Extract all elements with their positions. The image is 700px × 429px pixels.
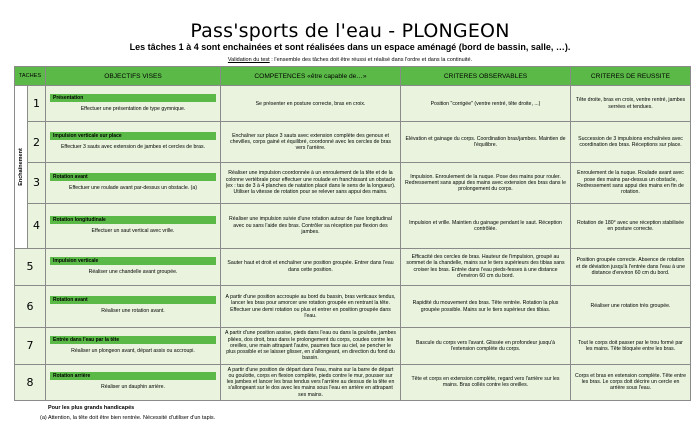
table-row [15,204,691,248]
criteres-observables-cell: Position "corrigée" (ventre rentré, tête droite, ...) [401,86,571,122]
criteres-reussite-cell: Rotation de 180° avec une réception stabilisée en posture correcte. [571,204,691,248]
table-row [15,364,691,400]
objective-title: Rotation longitudinale [50,216,216,224]
criteres-observables-cell: Rapidité du mouvement des bras. Tête rentrée. Rotation la plus groupée possible. Mains sur le tiers supérieur des tibias. [401,285,571,327]
task-number: 7 [15,328,46,364]
criteria-table [14,66,691,401]
competences-cell: Se présenter en posture correcte, bras en croix. [221,86,401,122]
objective-text: Réaliser une rotation avant. [101,308,165,315]
header-objectifs: OBJECTIFS VISES [46,67,221,86]
objective-text: Réaliser une chandelle avant groupée. [88,268,178,275]
enchainement-text: Enchaînement [18,147,24,186]
competences-cell: Sauter haut et droit et enchaîner une position groupée. Entrer dans l'eau dans cette position. [221,248,401,285]
task-number: 2 [28,122,46,162]
competences-cell: A partir d'une position assise, pieds dans l'eau ou dans la goulotte, jambes pliées, dos droit, bras dans le prolongement du corps, coudes contre les oreilles, une main attrapant l'autre, paumes face au ciel, se pencher le plus possible et se laisser glisser, en s'allongeant, en direction du fond du bassin. [221,328,401,364]
validation-label: Validation du test [227,57,270,63]
validation-text: : l'ensemble des tâches doit être réussi et réalisé dans l'ordre et dans la continuité. [269,57,473,63]
table-row [15,248,691,285]
task-number: 1 [28,86,46,122]
objective-text: Effectuer une roulade avant par-dessus un obstacle. (a) [69,184,197,191]
criteres-observables-cell: Elévation et gainage du corps. Coordination bras/jambes. Maintien de l'équilibre. [401,122,571,162]
criteres-observables-cell: Bascule du corps vers l'avant. Glissée en profondeur jusqu'à l'extension complète du corps. [401,328,571,364]
table-row [15,122,691,162]
criteres-reussite-cell: Réaliser une rotation très groupée. [571,285,691,327]
objective-text: Réaliser un dauphin arrière. [100,384,165,391]
objective-title: Rotation arrière [50,372,216,380]
header-taches: TACHES [15,67,46,86]
competences-cell: Réaliser une impulsion suivie d'une rotation autour de l'axe longitudinal avec ou sans l'aide des bras. Contrôler sa réception par flexion des jambes. [221,204,401,248]
objective-cell [46,86,221,122]
objective-title: Présentation [50,94,216,102]
criteres-reussite-cell: Enroulement de la nuque. Roulade avant avec pose des mains par-dessus un obstacle, Redressement sans appui des mains en fin de rotation. [571,162,691,203]
objective-cell [46,162,221,203]
table-row [15,285,691,327]
task-number: 6 [15,285,46,327]
task-number: 8 [15,364,46,400]
criteres-observables-cell: Efficacité des cercles de bras. Hauteur de l'impulsion, groupé au sommet de la chandelle, mains sur le tiers supérieurs des tibias sans croiser les bras. Entrée dans l'eau pieds-fesses à une distance d'environ 60 cm du bord. [401,248,571,285]
objective-title: Impulsion verticale sur place [50,132,216,140]
criteres-observables-cell: Impulsion et vrille. Maintien du gainage pendant le saut. Réception contrôlée. [401,204,571,248]
objective-cell [46,204,221,248]
criteres-reussite-cell: Succession de 3 impulsions enchaînées avec coordination des bras. Réceptions sur place. [571,122,691,162]
competences-cell: Enchaîner sur place 3 sauts avec extension complète des genoux et chevilles, corps gainé et équilibré, coordonné avec les cercles de bras vers l'arrière. [221,122,401,162]
table-row [15,328,691,364]
objective-title: Entrée dans l'eau par la tête [50,336,216,344]
objective-title: Rotation avant [50,296,216,304]
table-row [15,86,691,122]
competences-cell: A partir d'une position de départ dans l'eau, mains sur la barre de départ ou goulotte, corps en flexion complète, pieds contre le mur, pousser sur les jambes et lancer les bras tendus vers l'arrière au dessus de la tête en s'allongeant sur le dos avec les mains sous l'eau en arrière en attrapant ses mains. [221,364,401,400]
criteres-reussite-cell: Tout le corps doit passer par le trou formé par les mains. Tête bloquée entre les bras. [571,328,691,364]
objective-text: Effectuer un saut vertical avec vrille. [91,227,175,234]
objective-title: Impulsion verticale [50,257,216,265]
objective-cell [46,364,221,400]
objective-cell [46,285,221,327]
criteres-observables-cell: Tête et corps en extension complète, regard vers l'arrière sur les mains. Bras collés contre les oreilles. [401,364,571,400]
validation-note [0,57,700,63]
criteres-reussite-cell: Corps et bras en extension complète. Tête entre les bras. Le corps doit décrire un cercle en arrière sous l'eau. [571,364,691,400]
competences-cell: A partir d'une position accroupie au bord du bassin, bras verticaux tendus, lancer les bras pour amorcer une rotation groupée en rentrant la tête. Effectuer une demi rotation ou plus et entrer en position groupée dans l'eau. [221,285,401,327]
criteres-observables-cell: Impulsion. Enroulement de la nuque. Pose des mains pour rouler. Redressement sans appui des mains avec extension des bras dans le prolongement du corps. [401,162,571,203]
footer-note-title: Pour les plus grands handicapés [48,405,135,411]
header-competences: COMPETENCES «être capable de…» [221,67,401,86]
table-header-row [15,67,691,86]
table-row [15,162,691,203]
task-number: 4 [28,204,46,248]
objective-text: Réaliser un plongeon avant, départ assis ou accroupi. [71,347,195,354]
objective-title: Rotation avant [50,173,216,181]
task-number: 3 [28,162,46,203]
competences-cell: Réaliser une impulsion coordonnée à un enroulement de la tête et de la colonne vertébrale pour effectuer une roulade en franchissant un obstacle (ex : tas de 3 à 4 planches de natation placé dans le sens de la longueur). Utiliser la vitesse de rotation pour se relever sans appui des mains. [221,162,401,203]
criteres-reussite-cell: Tête droite, bras en croix, ventre rentré, jambes serrées et tendues. [571,86,691,122]
objective-cell [46,328,221,364]
objective-cell [46,248,221,285]
header-criteres-observables: CRITERES OBSERVABLES [401,67,571,86]
objective-cell [46,122,221,162]
page-title: Pass'sports de l'eau - PLONGEON [190,20,510,42]
criteres-reussite-cell: Position groupée correcte. Absence de rotation et de déviation jusqu'à l'entrée dans l'eau à une distance d'environ 60 cm du bord. [571,248,691,285]
footer-note-text: (a) Attention, la tête doit être bien rentrée. Nécessité d'utiliser d'un tapis. [40,415,216,421]
page-subtitle: Les tâches 1 à 4 sont enchainées et sont réalisées dans un espace aménagé (bord de bassin, salle, …). [129,42,571,52]
enchainement-label [15,86,28,249]
task-number: 5 [15,248,46,285]
header-criteres-reussite: CRITERES DE REUSSITE [571,67,691,86]
objective-text: Effectuer 3 sauts avec extension de jambes et cercles de bras. [60,143,206,150]
objective-text: Effectuer une présentation de type gymnique. [80,105,186,112]
